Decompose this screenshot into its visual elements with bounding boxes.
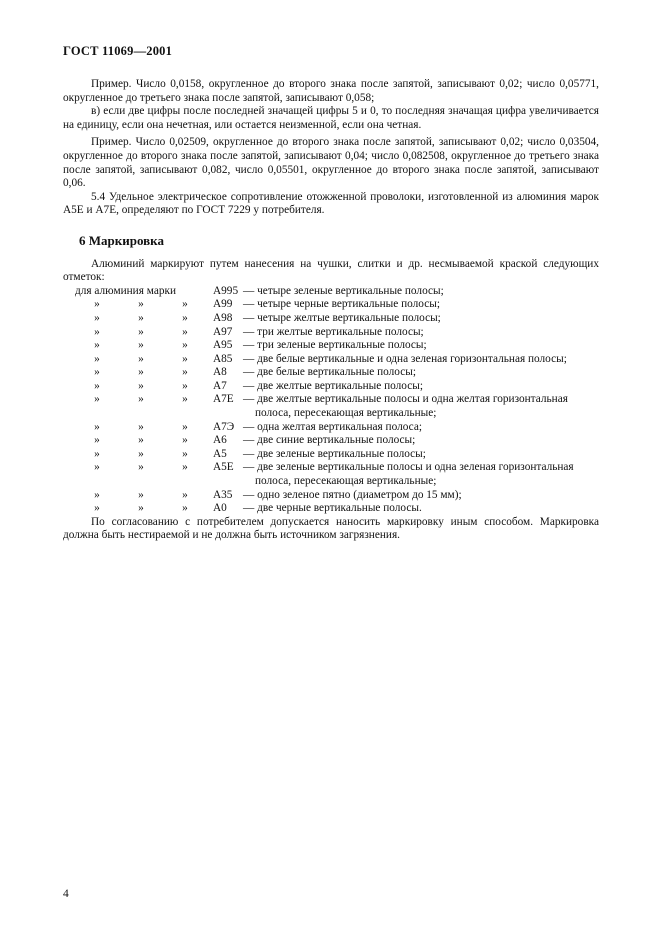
ditto-mark: » [94, 311, 100, 324]
mark-description [243, 380, 599, 394]
list-item [75, 380, 599, 394]
mark-description [243, 448, 599, 462]
ditto-mark: » [94, 434, 100, 447]
list-lead: для алюминия марки [75, 284, 177, 297]
mark-description-text: — четыре желтые вертикальные полосы; [243, 311, 441, 324]
grade-label: А7Э [213, 420, 235, 433]
ditto-mark: » [138, 352, 144, 365]
ditto-mark: » [182, 325, 188, 338]
grade-label: А5Е [213, 461, 234, 474]
mark-description-text: — одна желтая вертикальная полоса; [243, 420, 422, 433]
mark-description [243, 461, 599, 488]
mark-description [243, 434, 599, 448]
mark-description-text: — две зеленые вертикальные полосы и одна зеленая горизонтальная [243, 461, 574, 474]
mark-description [243, 366, 599, 380]
mark-description [243, 298, 599, 312]
grade-label: А995 [213, 284, 239, 297]
list-item [75, 448, 599, 462]
ditto-mark: » [138, 311, 144, 324]
mark-description [243, 326, 599, 340]
grade-label: А7Е [213, 393, 234, 406]
marking-list [75, 285, 599, 516]
ditto-mark: » [138, 434, 144, 447]
grade-label: А95 [213, 339, 233, 352]
mark-description [243, 353, 599, 367]
mark-description-text: — три зеленые вертикальные полосы; [243, 339, 427, 352]
grade-label: А0 [213, 502, 227, 515]
mark-description-text: — три желтые вертикальные полосы; [243, 325, 424, 338]
list-item [75, 502, 599, 516]
page-number: 4 [63, 888, 69, 900]
ditto-mark: » [138, 325, 144, 338]
ditto-mark: » [182, 420, 188, 433]
ditto-mark: » [138, 379, 144, 392]
paragraph-rule-v: в) если две цифры после последней значащей цифры 5 и 0, то последняя значащая цифра увеличивается на единицу, если она нечетная, или остается неизменной, если она четная. [63, 105, 599, 131]
mark-description-text: — две белые вертикальные и одна зеленая горизонтальная полосы; [243, 352, 567, 365]
mark-description-text: — две желтые вертикальные полосы; [243, 379, 423, 392]
mark-description-continuation: полоса, пересекающая вертикальные; [255, 475, 437, 488]
ditto-mark: » [182, 488, 188, 501]
ditto-mark: » [94, 393, 100, 406]
mark-description-text: — две желтые вертикальные полосы и одна желтая горизонтальная [243, 393, 568, 406]
mark-description [243, 502, 599, 516]
mark-description [243, 393, 599, 420]
paragraph-example-1: Пример. Число 0,0158, округленное до второго знака после запятой, записывают 0,02; число 0,05771, округленное до третьего знака после запятой, записывают 0,058; [63, 78, 599, 104]
ditto-mark: » [94, 447, 100, 460]
grade-label: А7 [213, 379, 227, 392]
ditto-mark: » [94, 461, 100, 474]
mark-description [243, 421, 599, 435]
list-item [75, 393, 599, 420]
grade-label: А85 [213, 352, 233, 365]
mark-description [243, 285, 599, 299]
ditto-mark: » [94, 298, 100, 311]
ditto-mark: » [138, 461, 144, 474]
section-intro: Алюминий маркируют путем нанесения на чушки, слитки и др. несмываемой краской следующих отметок: [63, 257, 599, 284]
ditto-mark: » [182, 379, 188, 392]
section-closing: По согласованию с потребителем допускается наносить маркировку иным способом. Маркировка должна быть нестираемой и не должна быть источником загрязнения. [63, 515, 599, 542]
grade-label: А98 [213, 311, 233, 324]
grade-label: А8 [213, 366, 227, 379]
ditto-mark: » [182, 393, 188, 406]
ditto-mark: » [94, 488, 100, 501]
ditto-mark: » [94, 339, 100, 352]
document-header: ГОСТ 11069—2001 [63, 44, 173, 58]
ditto-mark: » [138, 502, 144, 515]
ditto-mark: » [182, 339, 188, 352]
mark-description-text: — четыре зеленые вертикальные полосы; [243, 284, 444, 297]
ditto-mark: » [138, 488, 144, 501]
list-item [75, 285, 599, 299]
mark-description-continuation: полоса, пересекающая вертикальные; [255, 407, 437, 420]
grade-label: А35 [213, 488, 233, 501]
ditto-mark: » [182, 502, 188, 515]
ditto-mark: » [94, 352, 100, 365]
list-item [75, 312, 599, 326]
paragraph-5-4: 5.4 Удельное электрическое сопротивление отожженной проволоки, изготовленной из алюминия марок А5Е и А7Е, определяют по ГОСТ 7229 у потребителя. [63, 190, 599, 217]
mark-description-text: — две синие вертикальные полосы; [243, 434, 416, 447]
ditto-mark: » [94, 366, 100, 379]
section-title: 6 Маркировка [79, 232, 164, 248]
mark-description [243, 339, 599, 353]
grade-label: А6 [213, 434, 227, 447]
ditto-mark: » [138, 339, 144, 352]
list-item [75, 326, 599, 340]
mark-description-text: — две зеленые вертикальные полосы; [243, 447, 426, 460]
ditto-mark: » [138, 447, 144, 460]
ditto-mark: » [94, 502, 100, 515]
ditto-mark: » [182, 298, 188, 311]
list-item [75, 434, 599, 448]
mark-description-text: — одно зеленое пятно (диаметром до 15 мм); [243, 488, 462, 501]
mark-description-text: — две белые вертикальные полосы; [243, 366, 416, 379]
list-item [75, 353, 599, 367]
ditto-mark: » [138, 420, 144, 433]
list-item [75, 339, 599, 353]
grade-label: А5 [213, 447, 227, 460]
ditto-mark: » [94, 325, 100, 338]
grade-label: А99 [213, 298, 233, 311]
ditto-mark: » [182, 352, 188, 365]
mark-description-text: — две черные вертикальные полосы. [243, 502, 422, 515]
mark-description [243, 312, 599, 326]
list-item [75, 461, 599, 488]
ditto-mark: » [94, 420, 100, 433]
ditto-mark: » [182, 461, 188, 474]
list-item [75, 421, 599, 435]
ditto-mark: » [182, 311, 188, 324]
list-item [75, 298, 599, 312]
ditto-mark: » [94, 379, 100, 392]
grade-label: А97 [213, 325, 233, 338]
ditto-mark: » [182, 366, 188, 379]
paragraph-example-2: Пример. Число 0,02509, округленное до второго знака после запятой, записывают 0,02; число 0,03504, округленное до второго знака после запятой, записывают 0,04; число 0,082508, округленное до третьего знака после запятой, записывают 0,082, число 0,05501, округленное до второго знака после запятой, записывают 0,06. [63, 136, 599, 190]
ditto-mark: » [138, 298, 144, 311]
list-item [75, 489, 599, 503]
ditto-mark: » [182, 447, 188, 460]
document-body [63, 78, 599, 543]
ditto-mark: » [182, 434, 188, 447]
list-item [75, 366, 599, 380]
mark-description-text: — четыре черные вертикальные полосы; [243, 298, 440, 311]
ditto-mark: » [138, 393, 144, 406]
mark-description [243, 489, 599, 503]
ditto-mark: » [138, 366, 144, 379]
